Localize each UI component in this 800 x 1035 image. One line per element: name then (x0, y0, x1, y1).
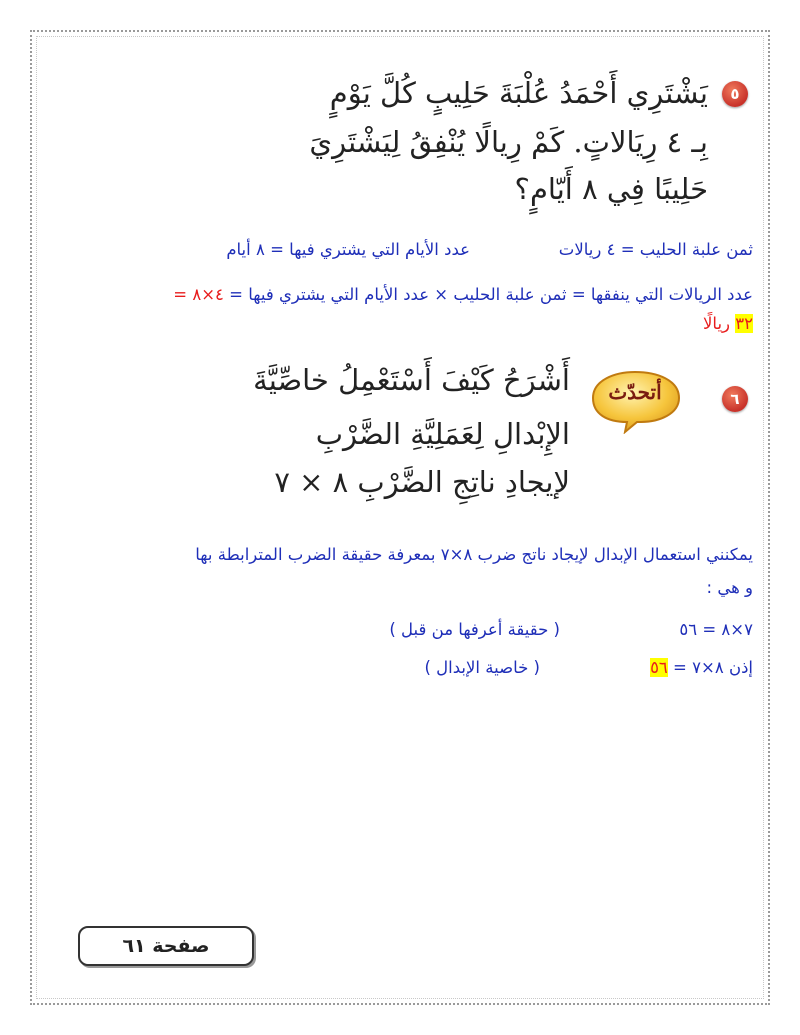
answer-5-result-unit: ريالًا (703, 314, 731, 333)
answer-6-intro-1: يمكنني استعمال الإبدال لإيجاد ناتج ضرب ٨×٧ بمعرفة حقيقة الضرب المترابطة بها (195, 545, 753, 564)
question-5-line-2: بِـ ٤ رِيَالاتٍ. كَمْ رِيالًا يُنْفِقُ لِيَشْتَرِيَ (309, 125, 708, 159)
question-5-line-3: حَلِيبًا فِي ٨ أَيّامٍ؟ (514, 172, 708, 206)
answer-5-result: ٣٢ (735, 314, 753, 333)
answer-6-then-note: ( خاصية الإبدال ) (424, 658, 540, 677)
question-6-line-1: أَشْرَحُ كَيْفَ أَسْتَعْمِلُ خاصِّيَّةَ (253, 363, 570, 397)
answer-6-fact-equation: ٧×٨ = ٥٦ (679, 620, 753, 639)
talk-badge-label: أتحدّث (608, 380, 662, 404)
answer-5-total-text: عدد الريالات التي ينفقها = ثمن علبة الحليب × عدد الأيام التي يشتري فيها = (229, 285, 753, 304)
page-number-label: صفحة ٦١ (78, 926, 254, 966)
answer-5-total-line (173, 285, 753, 304)
answer-5-days: عدد الأيام التي يشتري فيها = ٨ أيام (226, 240, 470, 259)
question-6-line-3: لإيجادِ ناتِجِ الضَّرْبِ ٨ × ٧ (274, 465, 570, 499)
answer-6-intro-2: و هي : (706, 578, 753, 597)
question-6-number: ٦ (722, 386, 748, 412)
answer-6-then-prefix: إذن ٨×٧ = (673, 658, 753, 677)
question-5-line-1: يَشْتَرِي أَحْمَدُ عُلْبَةَ حَلِيبٍ كُلَّ يَوْمٍ (329, 76, 708, 110)
question-5-number: ٥ (722, 81, 748, 107)
answer-6-then-line (650, 658, 753, 677)
answer-6-then-result: ٥٦ (650, 658, 668, 677)
answer-5-result-line (703, 314, 753, 333)
answer-5-price: ثمن علبة الحليب = ٤ ريالات (558, 240, 753, 259)
answer-5-total-calc: ٤×٨ = (173, 285, 224, 304)
answer-6-fact-note: ( حقيقة أعرفها من قبل ) (389, 620, 560, 639)
question-6-line-2: الإِبْدالِ لِعَمَلِيَّةِ الضَّرْبِ (315, 417, 570, 451)
